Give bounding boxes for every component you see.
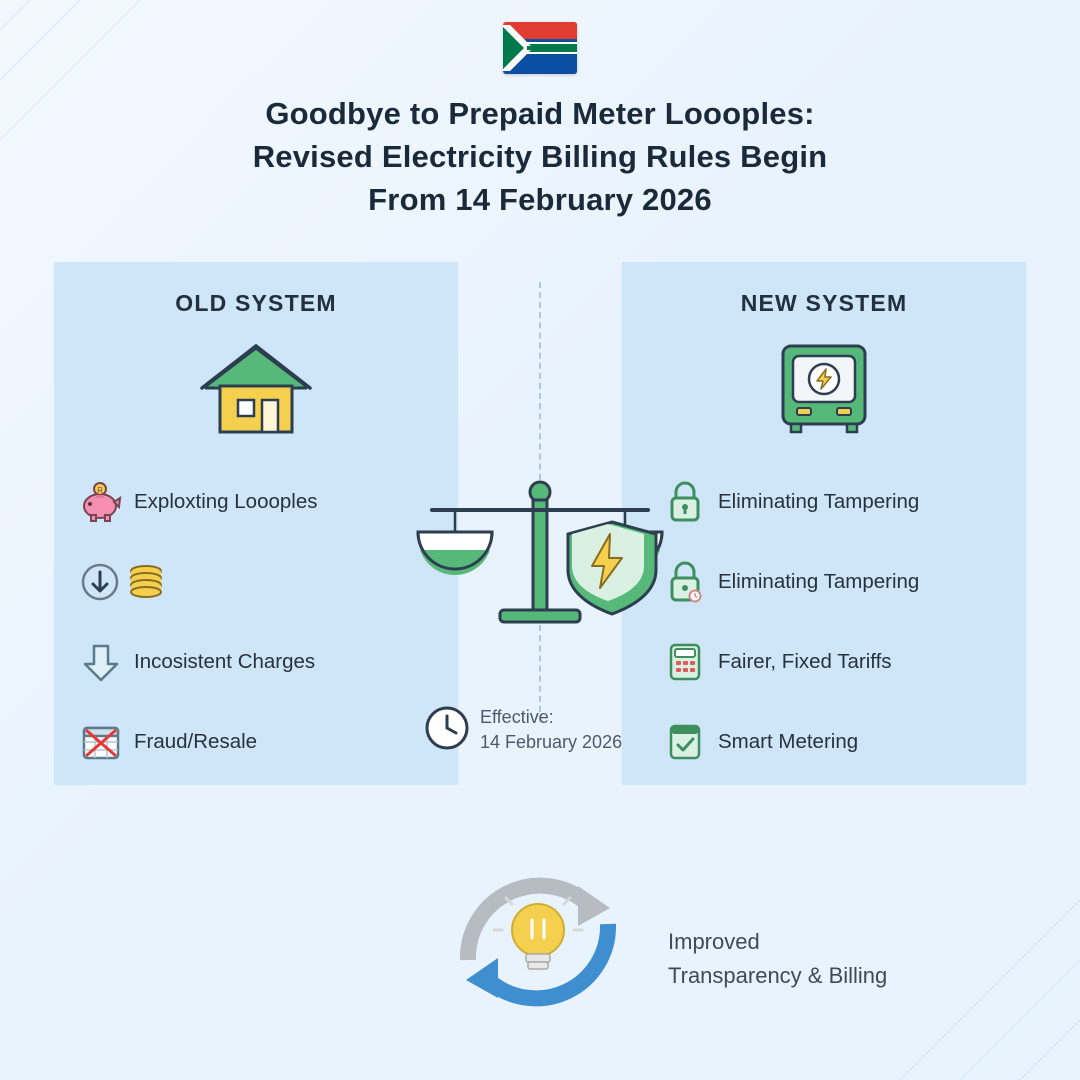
list-item <box>54 462 458 542</box>
effective-label: Effective: <box>480 707 554 727</box>
list-item <box>622 702 1026 782</box>
smart-meter-icon <box>622 338 1026 447</box>
list-item <box>622 462 1026 542</box>
new-system-heading: NEW SYSTEM <box>740 290 908 316</box>
list-item <box>54 542 458 622</box>
effective-date-block <box>420 700 670 760</box>
down-arrow-icon <box>78 639 124 685</box>
old-system-heading: OLD SYSTEM <box>175 290 337 316</box>
list-item-label: Eliminating Tampering <box>718 490 920 513</box>
list-item-label: Fraud/Resale <box>134 730 258 753</box>
svg-text:R: R <box>97 486 103 495</box>
title-line-2: Revised Electricity Billing Rules Begin <box>252 139 828 174</box>
new-system-list <box>622 462 1026 782</box>
south-african-flag-icon <box>503 22 577 74</box>
house-icon <box>54 338 458 447</box>
piggy-bank-icon <box>78 479 124 525</box>
new-system-panel <box>622 262 1026 785</box>
crossed-out-calendar-icon <box>78 719 124 765</box>
old-system-list <box>54 462 458 782</box>
footer-block <box>0 842 1080 1072</box>
list-item-label: Fairer, Fixed Tariffs <box>718 650 892 673</box>
list-item-label: Incosistent Charges <box>134 650 316 673</box>
flag-container <box>0 22 1080 79</box>
shield-bolt-icon <box>568 522 656 614</box>
footer-line-1: Improved <box>668 929 760 954</box>
title-line-3: From 14 February 2026 <box>368 182 712 217</box>
footer-caption <box>668 925 887 993</box>
down-arrow-circle-and-coins-icon <box>78 559 170 605</box>
cycle-arrows-lightbulb-icon <box>428 842 648 1042</box>
old-system-panel <box>54 262 458 785</box>
page-title <box>0 92 1080 221</box>
list-item-label: Eliminating Tampering <box>718 570 920 593</box>
effective-date-value: 14 February 2026 <box>480 732 623 752</box>
effective-date-text <box>480 705 622 755</box>
footer-line-2: Transparency & Billing <box>668 963 888 988</box>
list-item <box>54 622 458 702</box>
list-item <box>54 702 458 782</box>
list-item-label: Exploxting Loooples <box>134 490 318 513</box>
clock-icon <box>420 701 474 760</box>
list-item-label: Smart Metering <box>718 730 859 753</box>
list-item <box>622 622 1026 702</box>
list-item <box>622 542 1026 622</box>
title-line-1: Goodbye to Prepaid Meter Loooples: <box>265 96 815 131</box>
balance-scale-icon <box>400 470 680 660</box>
